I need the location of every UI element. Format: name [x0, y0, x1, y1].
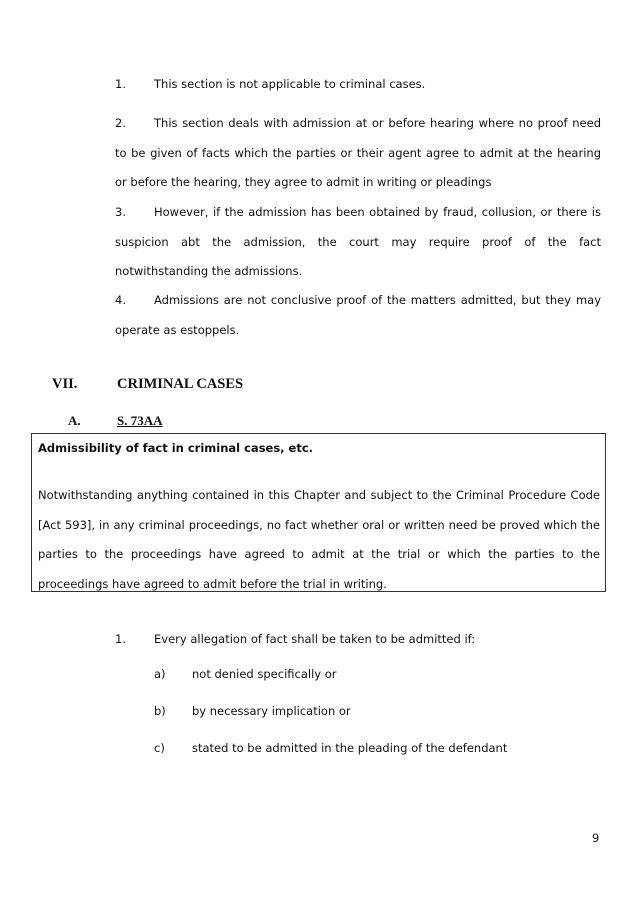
- section-number: VII.: [52, 376, 78, 392]
- list2-item-1-text: Every allegation of fact shall be taken to be admitted if:: [154, 632, 476, 646]
- statute-body: Notwithstanding anything contained in this Chapter and subject to the Criminal Procedure Code [Act 593], in any criminal proceedings, no fact whether oral or written need be proved which the parties to the proceedings have agreed to admit at the trial or which the parties to the proceedings have agreed to admit before the trial in writing.: [38, 488, 600, 591]
- subsection-letter: A.: [68, 413, 81, 428]
- list-item-1-number: 1.: [115, 77, 126, 91]
- section-title: CRIMINAL CASES: [117, 376, 244, 392]
- sublist-item-b-letter: b): [154, 704, 166, 718]
- sublist-item-a-letter: a): [154, 667, 166, 681]
- subsection-title: S. 73AA: [117, 413, 163, 428]
- statute-title: Admissibility of fact in criminal cases, etc.: [38, 441, 314, 455]
- list-item-3-number: 3.: [115, 205, 126, 219]
- statute-box: [31, 433, 606, 592]
- list-item-2-text: This section deals with admission at or before hearing where no proof need to be given of facts which the parties or their agent agree to admit at the hearing or before the hearing, they agree to admit in writing or pleadings: [115, 116, 601, 189]
- sublist-item-a-text: not denied specifically or: [192, 667, 337, 681]
- sublist-item-c-letter: c): [154, 741, 165, 755]
- list-item-4-text: Admissions are not conclusive proof of the matters admitted, but they may operate as estoppels.: [115, 293, 601, 337]
- list-item-1-text: This section is not applicable to criminal cases.: [154, 77, 426, 91]
- list-item-3-text: However, if the admission has been obtained by fraud, collusion, or there is suspicion abt the admission, the court may require proof of the fact notwithstanding the admissions.: [115, 205, 601, 278]
- sublist-item-c-text: stated to be admitted in the pleading of the defendant: [192, 741, 508, 755]
- page-number: 9: [592, 831, 600, 845]
- list2-item-1-number: 1.: [115, 632, 126, 646]
- list-item-4-number: 4.: [115, 293, 126, 307]
- sublist-item-b-text: by necessary implication or: [192, 704, 351, 718]
- list-item-2-number: 2.: [115, 116, 126, 130]
